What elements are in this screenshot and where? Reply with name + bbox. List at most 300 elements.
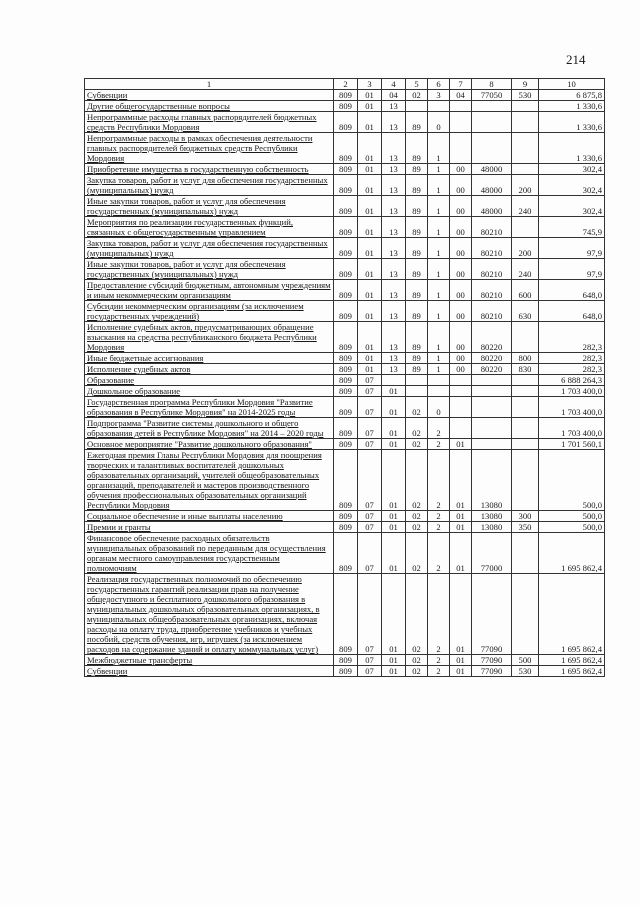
row-amount: 302,4 [539,175,605,196]
row-name-text: Субвенции [87,666,128,676]
page-number: 214 [566,52,586,67]
row-code-c8: 80220 [472,364,512,375]
row-code-c4: 13 [382,133,406,164]
row-code-c2: 809 [334,450,358,511]
row-code-c7 [450,386,472,397]
table-row [85,418,605,439]
row-code-c9 [512,439,539,450]
row-name [85,655,334,666]
row-code-c4: 13 [382,301,406,322]
row-name-text: Приобретение имущества в государственную собственность [87,164,309,174]
row-code-c4: 13 [382,259,406,280]
budget-table [84,78,605,677]
row-code-c6: 1 [428,238,450,259]
row-name-text: Премии и гранты [87,522,151,532]
row-code-c6: 2 [428,450,450,511]
row-name-text: Ежегодная премия Главы Республики Мордовия для поощрения творческих и талантливых воспитателей дошкольных образовательных организаций, учителей общеобразовательных организаций, преподавателей и мастеров производственного обучения профессиональных образовательных организаций Республики Мордовия [87,450,322,510]
row-code-c2: 809 [334,322,358,353]
row-code-c7: 01 [450,655,472,666]
row-name-text: Образование [87,375,135,385]
row-code-c6: 1 [428,301,450,322]
row-code-c6 [428,101,450,112]
row-amount: 1 330,6 [539,133,605,164]
column-header: 6 [428,79,450,90]
row-amount: 500,0 [539,511,605,522]
column-header: 3 [358,79,382,90]
table-row [85,164,605,175]
row-code-c9 [512,418,539,439]
table-row [85,655,605,666]
row-code-c9: 200 [512,238,539,259]
row-amount: 97,9 [539,238,605,259]
row-code-c6 [428,386,450,397]
row-code-c9 [512,322,539,353]
row-code-c3: 01 [358,196,382,217]
row-code-c6: 2 [428,511,450,522]
table-row [85,301,605,322]
row-code-c6: 2 [428,418,450,439]
row-code-c2: 809 [334,175,358,196]
column-header: 10 [539,79,605,90]
row-code-c8: 80210 [472,217,512,238]
row-code-c9: 630 [512,301,539,322]
row-code-c2: 809 [334,511,358,522]
row-code-c7: 00 [450,217,472,238]
row-code-c7: 01 [450,450,472,511]
row-amount: 500,0 [539,450,605,511]
row-code-c9 [512,133,539,164]
row-name-text: Иные закупки товаров, работ и услуг для обеспечения государственных (муниципальных) нужд [87,259,286,279]
table-row [85,322,605,353]
row-code-c8: 80210 [472,280,512,301]
row-code-c8: 77090 [472,574,512,655]
row-code-c2: 809 [334,439,358,450]
row-code-c6: 1 [428,280,450,301]
row-code-c7 [450,101,472,112]
row-name-text: Субвенции [87,90,128,100]
row-name [85,364,334,375]
row-code-c6: 1 [428,175,450,196]
row-name [85,101,334,112]
row-name-text: Реализация государственных полномочий по обеспечению государственных гарантий реализации прав на получение общедоступного и бесплатного дошкольного образования в муниципальных дошкольных образовательных организациях, в муниципальных общеобразовательных организациях, включая расходы на оплату труда, приобретение учебников и учебных пособий, средств обучения, игр, игрушек (за исключением расходов на содержание зданий и оплату коммунальных услуг) [87,574,320,654]
row-code-c6 [428,375,450,386]
row-code-c2: 809 [334,259,358,280]
row-name-text: Иные бюджетные ассигнования [87,353,204,363]
row-code-c3: 01 [358,322,382,353]
row-name [85,301,334,322]
row-code-c7: 00 [450,364,472,375]
row-code-c3: 01 [358,164,382,175]
row-code-c5: 02 [406,574,428,655]
table-row [85,133,605,164]
row-code-c7 [450,133,472,164]
row-code-c8: 48000 [472,196,512,217]
row-code-c3: 07 [358,386,382,397]
row-code-c2: 809 [334,533,358,574]
row-amount: 6 888 264,3 [539,375,605,386]
row-code-c7: 01 [450,574,472,655]
row-code-c9: 600 [512,280,539,301]
row-name [85,196,334,217]
row-code-c4: 01 [382,511,406,522]
row-name-text: Исполнение судебных актов [87,364,191,374]
row-name [85,175,334,196]
row-code-c2: 809 [334,666,358,677]
row-code-c4: 01 [382,418,406,439]
row-code-c9: 300 [512,511,539,522]
row-code-c2: 809 [334,164,358,175]
row-code-c7: 00 [450,196,472,217]
row-code-c3: 07 [358,522,382,533]
row-amount: 648,0 [539,280,605,301]
row-code-c6: 1 [428,353,450,364]
row-name [85,511,334,522]
row-name-text: Мероприятия по реализации государственных функций, связанных с общегосударственным управлением [87,217,293,237]
row-code-c8 [472,375,512,386]
row-name [85,280,334,301]
row-code-c8 [472,439,512,450]
row-code-c8 [472,112,512,133]
row-code-c9 [512,375,539,386]
table-row [85,397,605,418]
row-amount: 6 875,8 [539,90,605,101]
row-code-c6: 1 [428,217,450,238]
row-code-c9: 200 [512,175,539,196]
row-code-c5: 89 [406,133,428,164]
row-amount: 1 695 862,4 [539,666,605,677]
row-code-c2: 809 [334,397,358,418]
row-name [85,533,334,574]
row-code-c5 [406,101,428,112]
row-code-c8 [472,397,512,418]
row-code-c4: 01 [382,655,406,666]
row-code-c8: 80220 [472,353,512,364]
row-code-c2: 809 [334,217,358,238]
row-code-c2: 809 [334,353,358,364]
row-code-c5: 02 [406,450,428,511]
row-code-c3: 01 [358,259,382,280]
column-header: 5 [406,79,428,90]
row-code-c9: 800 [512,353,539,364]
table-row [85,175,605,196]
column-header: 9 [512,79,539,90]
table-row [85,364,605,375]
row-code-c6: 1 [428,259,450,280]
row-amount: 282,3 [539,353,605,364]
row-code-c4: 13 [382,322,406,353]
row-code-c5: 89 [406,196,428,217]
row-code-c8: 80210 [472,301,512,322]
row-code-c2: 809 [334,364,358,375]
table-row [85,259,605,280]
row-code-c9 [512,101,539,112]
row-code-c6: 0 [428,397,450,418]
row-name [85,450,334,511]
row-code-c3: 01 [358,364,382,375]
row-code-c2: 809 [334,522,358,533]
row-code-c2: 809 [334,386,358,397]
row-code-c4: 01 [382,522,406,533]
row-code-c5: 89 [406,238,428,259]
row-code-c7: 00 [450,259,472,280]
row-name-text: Непрограммные расходы главных распорядителей бюджетных средств Республики Мордовия [87,112,317,132]
row-name [85,90,334,101]
table-row [85,112,605,133]
table-body [85,90,605,677]
row-code-c4: 13 [382,238,406,259]
row-name-text: Государственная программа Республики Мордовия "Развитие образования в Республике Мордовия" на 2014-2025 годы [87,397,313,417]
row-code-c5 [406,375,428,386]
row-code-c9: 530 [512,90,539,101]
row-code-c5: 02 [406,655,428,666]
row-code-c4: 13 [382,175,406,196]
row-code-c3: 07 [358,439,382,450]
row-name-text: Другие общегосударственные вопросы [87,101,230,111]
row-code-c8: 80210 [472,259,512,280]
row-code-c8: 80210 [472,238,512,259]
row-code-c5: 02 [406,666,428,677]
row-code-c7 [450,112,472,133]
row-amount: 1 703 400,0 [539,418,605,439]
row-name [85,353,334,364]
row-code-c4 [382,375,406,386]
row-code-c8: 13080 [472,522,512,533]
row-code-c2: 809 [334,655,358,666]
table-row [85,280,605,301]
table-row [85,666,605,677]
row-code-c3: 07 [358,655,382,666]
row-code-c2: 809 [334,238,358,259]
row-code-c6: 1 [428,196,450,217]
row-code-c4: 13 [382,164,406,175]
row-code-c9: 830 [512,364,539,375]
row-code-c7: 01 [450,439,472,450]
row-code-c7: 00 [450,353,472,364]
row-code-c4: 13 [382,353,406,364]
row-code-c5: 02 [406,439,428,450]
column-header: 2 [334,79,358,90]
row-code-c3: 07 [358,574,382,655]
table-row [85,386,605,397]
row-code-c4: 01 [382,386,406,397]
row-code-c5: 89 [406,175,428,196]
row-name-text: Дошкольное образование [87,386,181,396]
row-amount: 1 695 862,4 [539,533,605,574]
row-name-text: Межбюджетные трансферты [87,655,193,665]
table-row [85,375,605,386]
row-code-c9 [512,450,539,511]
row-code-c9: 240 [512,259,539,280]
row-amount: 648,0 [539,301,605,322]
table-row [85,522,605,533]
row-name [85,322,334,353]
row-code-c6: 2 [428,655,450,666]
row-amount: 302,4 [539,164,605,175]
row-code-c3: 01 [358,101,382,112]
row-code-c7: 00 [450,301,472,322]
row-code-c5: 89 [406,164,428,175]
row-code-c4: 01 [382,574,406,655]
row-code-c3: 07 [358,397,382,418]
row-name-text: Подпрограмма "Развитие системы дошкольного и общего образования детей в Республике Мордовия" на 2014 – 2020 годы [87,418,324,438]
row-name [85,386,334,397]
row-code-c4: 13 [382,112,406,133]
row-code-c8: 77090 [472,655,512,666]
row-code-c5: 89 [406,112,428,133]
row-code-c7: 00 [450,322,472,353]
row-code-c5: 02 [406,522,428,533]
row-code-c5: 02 [406,90,428,101]
row-code-c9 [512,112,539,133]
row-code-c8 [472,101,512,112]
row-code-c3: 07 [358,533,382,574]
row-code-c5: 02 [406,397,428,418]
row-name [85,133,334,164]
row-code-c6: 1 [428,322,450,353]
row-name [85,439,334,450]
row-code-c2: 809 [334,101,358,112]
row-code-c8: 48000 [472,164,512,175]
column-header: 4 [382,79,406,90]
table-row [85,439,605,450]
row-code-c6: 2 [428,574,450,655]
row-code-c8: 77050 [472,90,512,101]
row-code-c4: 13 [382,364,406,375]
row-code-c5 [406,386,428,397]
row-code-c9 [512,533,539,574]
row-code-c3: 01 [358,238,382,259]
row-code-c4: 13 [382,196,406,217]
row-code-c4: 01 [382,439,406,450]
row-name [85,418,334,439]
table-row [85,353,605,364]
row-code-c3: 07 [358,450,382,511]
row-code-c2: 809 [334,375,358,386]
column-header: 1 [85,79,334,90]
row-code-c7: 01 [450,666,472,677]
row-code-c8 [472,133,512,164]
row-code-c6: 2 [428,522,450,533]
row-code-c8: 13080 [472,450,512,511]
row-code-c3: 07 [358,511,382,522]
row-code-c8: 80220 [472,322,512,353]
column-header: 7 [450,79,472,90]
row-code-c9: 240 [512,196,539,217]
row-code-c7: 00 [450,280,472,301]
row-code-c4: 01 [382,397,406,418]
row-code-c2: 809 [334,90,358,101]
row-name-text: Закупка товаров, работ и услуг для обеспечения государственных (муниципальных) нужд [87,175,328,195]
row-code-c4: 01 [382,450,406,511]
row-code-c3: 07 [358,666,382,677]
row-code-c4: 04 [382,90,406,101]
row-code-c9 [512,217,539,238]
row-amount: 1 330,6 [539,112,605,133]
row-code-c7: 00 [450,175,472,196]
row-code-c3: 01 [358,280,382,301]
row-code-c6: 1 [428,364,450,375]
row-amount: 97,9 [539,259,605,280]
row-amount: 1 695 862,4 [539,655,605,666]
row-amount: 1 703 400,0 [539,386,605,397]
row-code-c4: 01 [382,533,406,574]
row-code-c6: 3 [428,90,450,101]
row-code-c2: 809 [334,301,358,322]
row-code-c9 [512,574,539,655]
row-code-c4: 13 [382,101,406,112]
row-code-c7 [450,375,472,386]
row-code-c3: 01 [358,217,382,238]
row-name [85,259,334,280]
row-code-c9: 350 [512,522,539,533]
row-name-text: Непрограммные расходы в рамках обеспечения деятельности главных распорядителей бюджетных средств Республики Мордовия [87,133,313,163]
row-code-c5: 02 [406,511,428,522]
row-code-c4: 13 [382,280,406,301]
row-name-text: Исполнение судебных актов, предусматривающих обращение взыскания на средства республиканского бюджета Республики Мордовия [87,322,317,352]
row-amount: 1 695 862,4 [539,574,605,655]
row-code-c8 [472,418,512,439]
row-code-c7: 01 [450,511,472,522]
row-code-c6: 0 [428,112,450,133]
row-amount: 1 703 400,0 [539,397,605,418]
row-code-c5: 89 [406,353,428,364]
row-name-text: Закупка товаров, работ и услуг для обеспечения государственных (муниципальных) нужд [87,238,328,258]
table-row [85,196,605,217]
row-code-c2: 809 [334,133,358,164]
row-name [85,164,334,175]
column-header: 8 [472,79,512,90]
row-code-c9 [512,397,539,418]
row-name [85,112,334,133]
row-amount: 745,9 [539,217,605,238]
row-code-c2: 809 [334,196,358,217]
row-name [85,217,334,238]
table-row [85,511,605,522]
row-code-c8: 48000 [472,175,512,196]
row-code-c5: 89 [406,364,428,375]
row-name-text: Финансовое обеспечение расходных обязательств муниципальных образований по переданным для осуществления органам местного самоуправления государственным полномочиям [87,533,326,573]
row-code-c3: 07 [358,375,382,386]
row-amount: 1 330,6 [539,101,605,112]
table-row [85,574,605,655]
row-name-text: Основное мероприятие "Развитие дошкольного образования" [87,439,312,449]
row-code-c9 [512,164,539,175]
row-code-c8 [472,386,512,397]
row-name-text: Субсидии некоммерческим организациям (за исключением государственных учреждений) [87,301,304,321]
row-code-c3: 01 [358,301,382,322]
table-row [85,90,605,101]
row-code-c8: 77090 [472,666,512,677]
table-row [85,217,605,238]
row-code-c6: 1 [428,164,450,175]
row-code-c9: 500 [512,655,539,666]
row-code-c6: 2 [428,439,450,450]
row-name [85,666,334,677]
row-code-c3: 01 [358,112,382,133]
row-code-c7 [450,397,472,418]
row-name-text: Предоставление субсидий бюджетным, автономным учреждениям и иным некоммерческим организациям [87,280,331,300]
row-code-c5: 02 [406,533,428,574]
row-code-c9: 530 [512,666,539,677]
row-code-c2: 809 [334,574,358,655]
row-amount: 282,3 [539,322,605,353]
row-code-c8: 13080 [472,511,512,522]
row-code-c5: 89 [406,301,428,322]
row-code-c6: 2 [428,666,450,677]
row-amount: 282,3 [539,364,605,375]
row-code-c3: 01 [358,353,382,364]
row-code-c5: 02 [406,418,428,439]
